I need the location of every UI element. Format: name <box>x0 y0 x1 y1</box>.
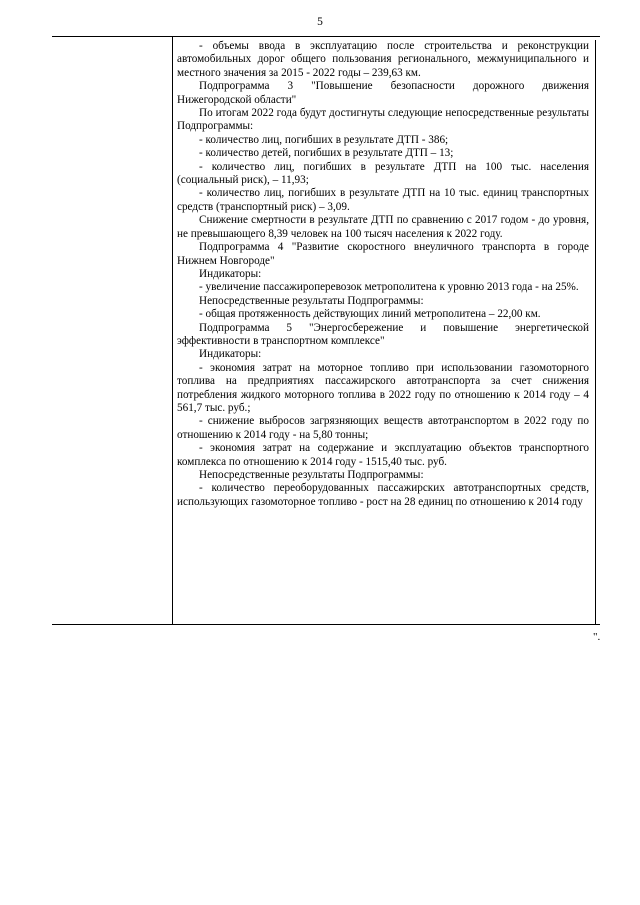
table-right-cell <box>177 40 596 625</box>
indicators-heading: Индикаторы: <box>199 267 262 280</box>
paragraph: По итогам 2022 года будут достигнуты следующие непосредственные результаты Подпрограммы: <box>177 107 589 133</box>
subprogram-3-title: Подпрограмма 3 "Повышение безопасности дорожного движения Нижегородской области" <box>177 80 589 106</box>
table-left-cell <box>52 37 173 624</box>
paragraph: Снижение смертности в результате ДТП по сравнению с 2017 годом - до уровня, не превышающего 8,39 человек на 100 тысяч населения к 2022 году. <box>177 214 589 240</box>
results-heading: Непосредственные результаты Подпрограммы: <box>199 294 424 307</box>
list-item: - количество переоборудованных пассажирских автотранспортных средств, использующих газомоторное топливо - рост на 28 единиц по отношению к 2014 году <box>177 482 589 508</box>
list-item: - экономия затрат на моторное топливо при использовании газомоторного топлива на предприятиях пассажирского автотранспорта за счет снижения потребления жидкого моторного топлива в 2022 году по отношению к 2014 году – 4 561,7 тыс. руб.; <box>177 361 589 414</box>
paragraph: - объемы ввода в эксплуатацию после строительства и реконструкции автомобильных дорог общего пользования регионального, межмуниципального и местного значения за 2015 - 2022 годы – 239,63 км. <box>177 40 589 79</box>
list-item: - количество лиц, погибших в результате ДТП - 386; <box>199 133 449 146</box>
closing-quote-mark: ". <box>593 631 601 643</box>
results-heading: Непосредственные результаты Подпрограммы: <box>199 469 424 481</box>
document-table <box>52 36 600 625</box>
list-item: - экономия затрат на содержание и эксплуатацию объектов транспортного комплекса по отношению к 2014 году - 1515,40 тыс. руб. <box>177 442 589 468</box>
list-item: - количество лиц, погибших в результате ДТП на 10 тыс. единиц транспортных средств (транспортный риск) – 3,09. <box>177 187 589 213</box>
list-item: - снижение выбросов загрязняющих веществ автотранспортом в 2022 году по отношению к 2014 году - на 5,80 тонны; <box>177 415 589 441</box>
list-item: - количество детей, погибших в результате ДТП – 13; <box>199 147 454 160</box>
list-item: - увеличение пассажироперевозок метрополитена к уровню 2013 года - на 25%. <box>199 281 579 294</box>
list-item: - количество лиц, погибших в результате ДТП на 100 тыс. населения (социальный риск), – 11,93; <box>177 160 589 187</box>
subprogram-5-title: Подпрограмма 5 "Энергосбережение и повышение энергетической эффективности в транспортном комплексе" <box>177 321 589 347</box>
indicators-heading: Индикаторы: <box>199 348 262 361</box>
page-number: 5 <box>317 16 323 28</box>
list-item: - общая протяженность действующих линий метрополитена – 22,00 км. <box>199 308 541 321</box>
subprogram-4-title: Подпрограмма 4 "Развитие скоростного внеуличного транспорта в городе Нижнем Новгороде" <box>177 241 589 267</box>
